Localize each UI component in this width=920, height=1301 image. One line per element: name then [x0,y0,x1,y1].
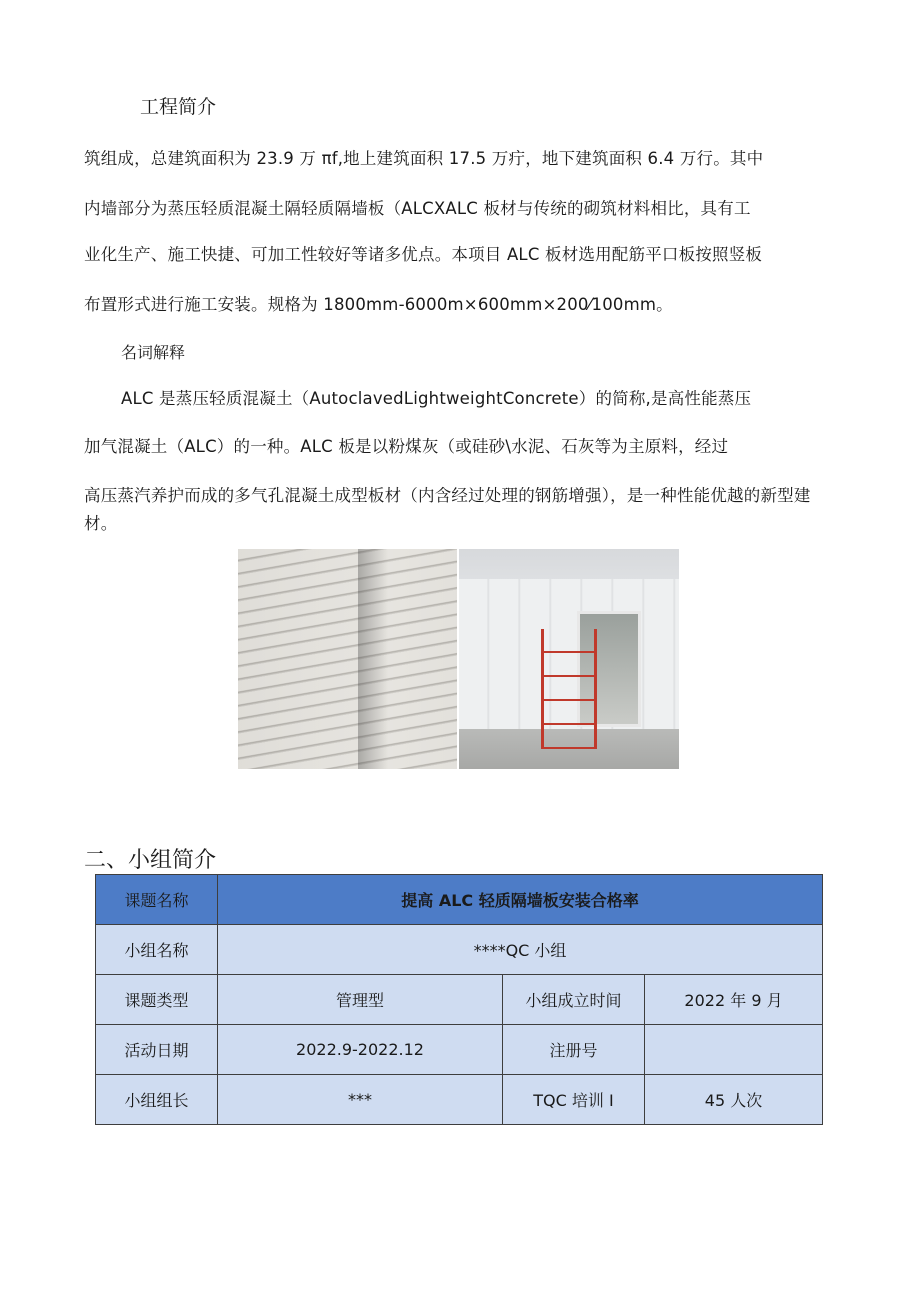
paragraph-line: 业化生产、施工快捷、可加工性较好等诸多优点。本项目 ALC 板材选用配筋平口板按照竖板 [84,245,763,264]
training-value: 45 人次 [645,1075,823,1125]
table-row [96,1075,823,1125]
registration-label: 注册号 [503,1025,645,1075]
table-row [96,925,823,975]
topic-type-value: 管理型 [218,975,503,1025]
section-heading-project-overview: 工程简介 [140,96,217,118]
table-row [96,1025,823,1075]
stacked-alc-panels-photo [238,549,457,769]
paragraph-line: 筑组成，总建筑面积为 23.9 万 πf,地上建筑面积 17.5 万疔，地下建筑面积 6.4 万行。其中 [84,149,764,168]
paragraph-line: 材。 [84,514,118,533]
topic-label: 课题名称 [96,875,218,925]
section-heading-group-intro: 二、小组简介 [84,848,217,873]
installed-alc-wall-photo [459,549,679,769]
group-name-value: ****QC 小组 [218,925,823,975]
alc-panel-photos [238,549,679,769]
topic-value: 提高 ALC 轻质隔墙板安装合格率 [218,875,823,925]
table-row [96,975,823,1025]
paragraph-line: 加气混凝土（ALC）的一种。ALC 板是以粉煤灰（或硅砂\水泥、石灰等为主原料，经过 [84,437,729,456]
group-info-table [95,874,823,1125]
table-row [96,875,823,925]
section-heading-terms: 名词解释 [121,343,186,362]
activity-date-label: 活动日期 [96,1025,218,1075]
founded-label: 小组成立时间 [503,975,645,1025]
paragraph-line: 布置形式进行施工安装。规格为 1800mm-6000m×600mm×200⁄100mm。 [84,295,673,314]
leader-value: *** [218,1075,503,1125]
topic-type-label: 课题类型 [96,975,218,1025]
paragraph-line: ALC 是蒸压轻质混凝土（AutoclavedLightweightConcrete）的简称,是高性能蒸压 [121,389,752,408]
group-name-label: 小组名称 [96,925,218,975]
leader-label: 小组组长 [96,1075,218,1125]
training-label: TQC 培训 I [503,1075,645,1125]
registration-value [645,1025,823,1075]
founded-value: 2022 年 9 月 [645,975,823,1025]
activity-date-value: 2022.9-2022.12 [218,1025,503,1075]
paragraph-line: 高压蒸汽养护而成的多气孔混凝土成型板材（内含经过处理的钢筋增强），是一种性能优越的新型建 [84,486,811,505]
paragraph-line: 内墙部分为蒸压轻质混凝土隔轻质隔墙板（ALCXALC 板材与传统的砌筑材料相比，具有工 [84,199,751,218]
